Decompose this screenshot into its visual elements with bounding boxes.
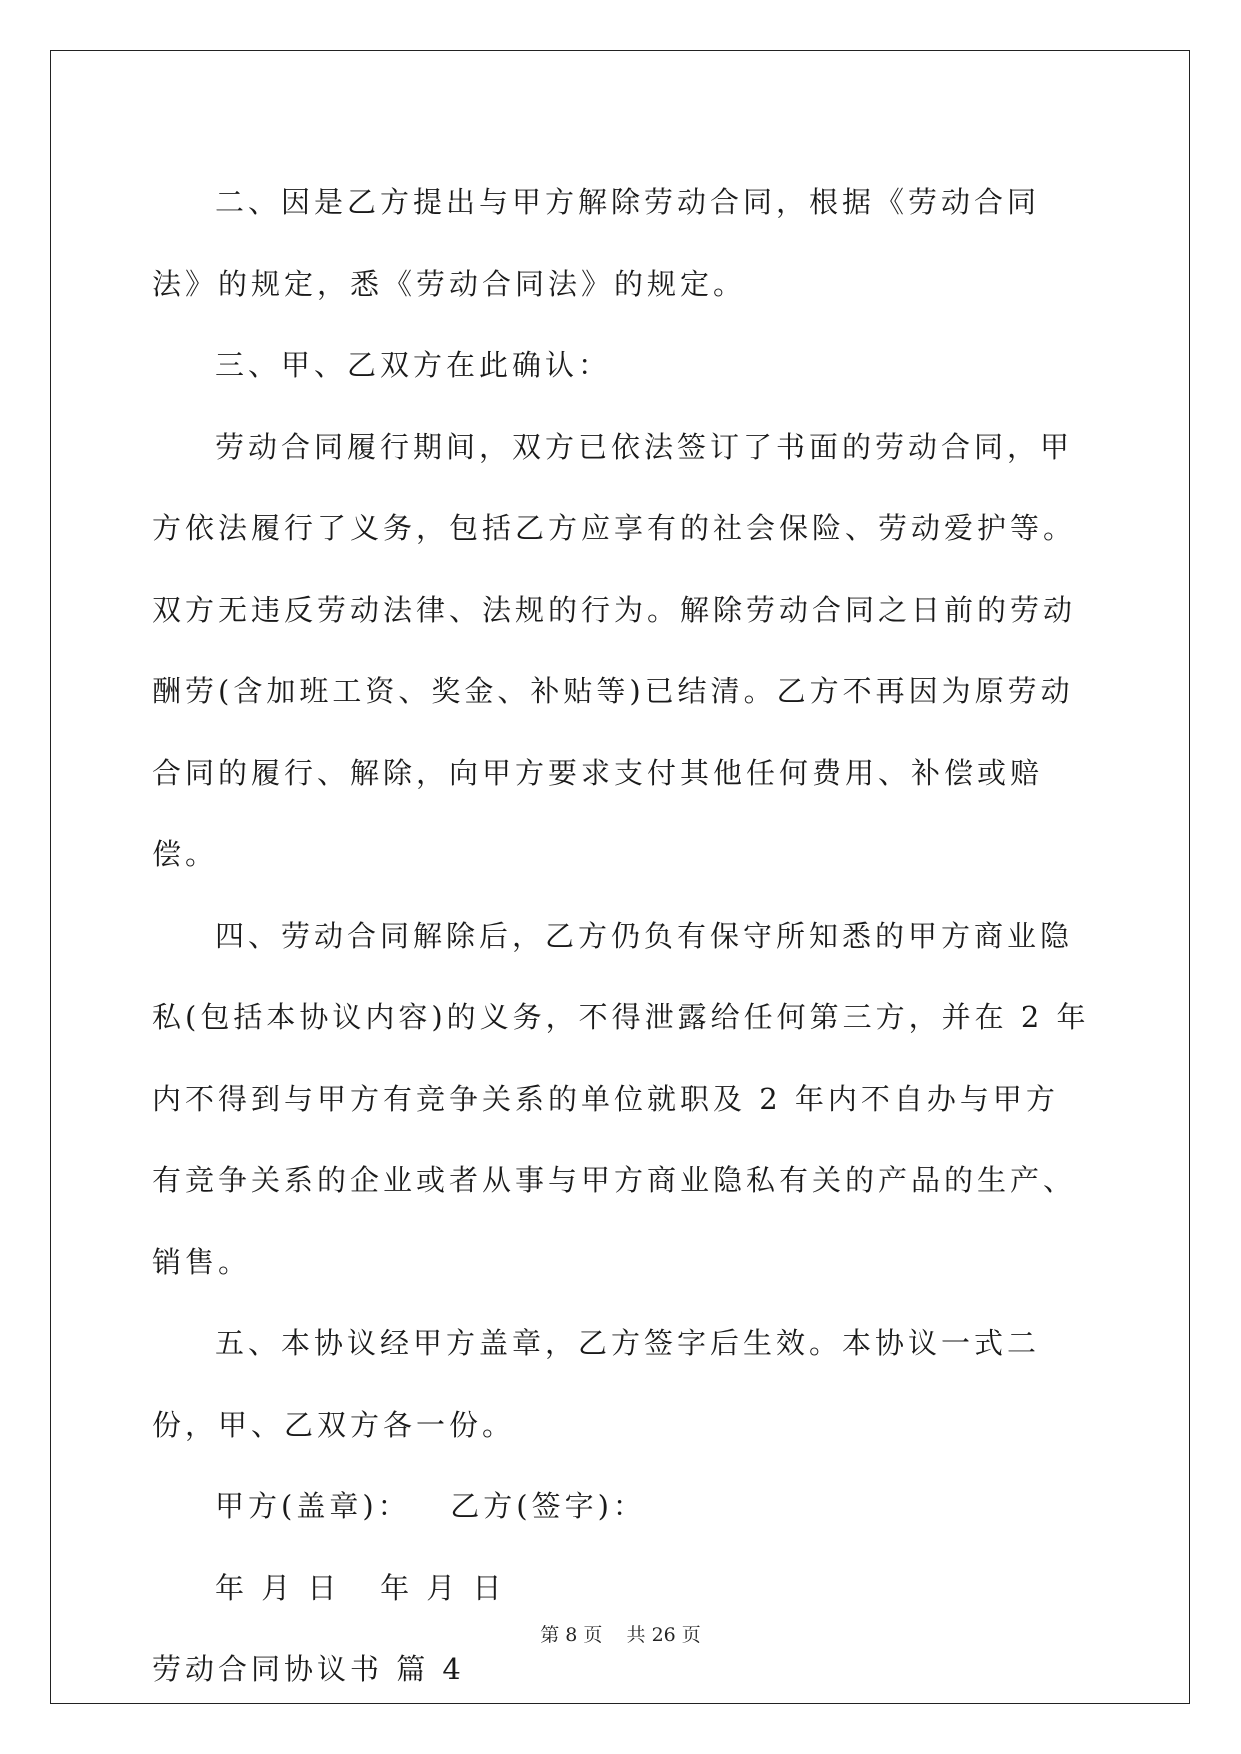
page-footer [0, 1620, 1241, 1647]
page-number: 第 8 页 共 26 页 [540, 1624, 701, 1646]
paragraph-clause-3: 三、甲、乙双方在此确认： [215, 348, 612, 382]
section-heading: 劳动合同协议书 篇 4 [152, 1652, 465, 1686]
document-body [152, 162, 1090, 1711]
paragraph-clause-4: 四、劳动合同解除后，乙方仍负有保守所知悉的甲方商业隐私(包括本协议内容)的义务，不得泄露给任何第三方，并在 2 年内不得到与甲方有竞争关系的单位就职及 2 年内不自办与甲方有竞争关系的企业或者从事与甲方商业隐私有关的产品的生产、销售。 [152, 918, 1090, 1279]
paragraph-clause-5: 五、本协议经甲方盖章，乙方签字后生效。本协议一式二份，甲、乙双方各一份。 [152, 1326, 1041, 1442]
paragraph-confirmation: 劳动合同履行期间，双方已依法签订了书面的劳动合同，甲方依法履行了义务，包括乙方应享有的社会保险、劳动爱护等。双方无违反劳动法律、法规的行为。解除劳动合同之日前的劳动酬劳(含加班工资、奖金、补贴等)已结清。乙方不再因为原劳动合同的履行、解除，向甲方要求支付其他任何费用、补偿或赔偿。 [152, 429, 1077, 871]
signature-line: 甲方(盖章)： 乙方(签字)： [215, 1489, 646, 1523]
paragraph-clause-2: 二、因是乙方提出与甲方解除劳动合同，根据《劳动合同法》的规定，悉《劳动合同法》的规定。 [152, 185, 1041, 301]
date-line: 年 月 日 年 月 日 [215, 1570, 506, 1605]
